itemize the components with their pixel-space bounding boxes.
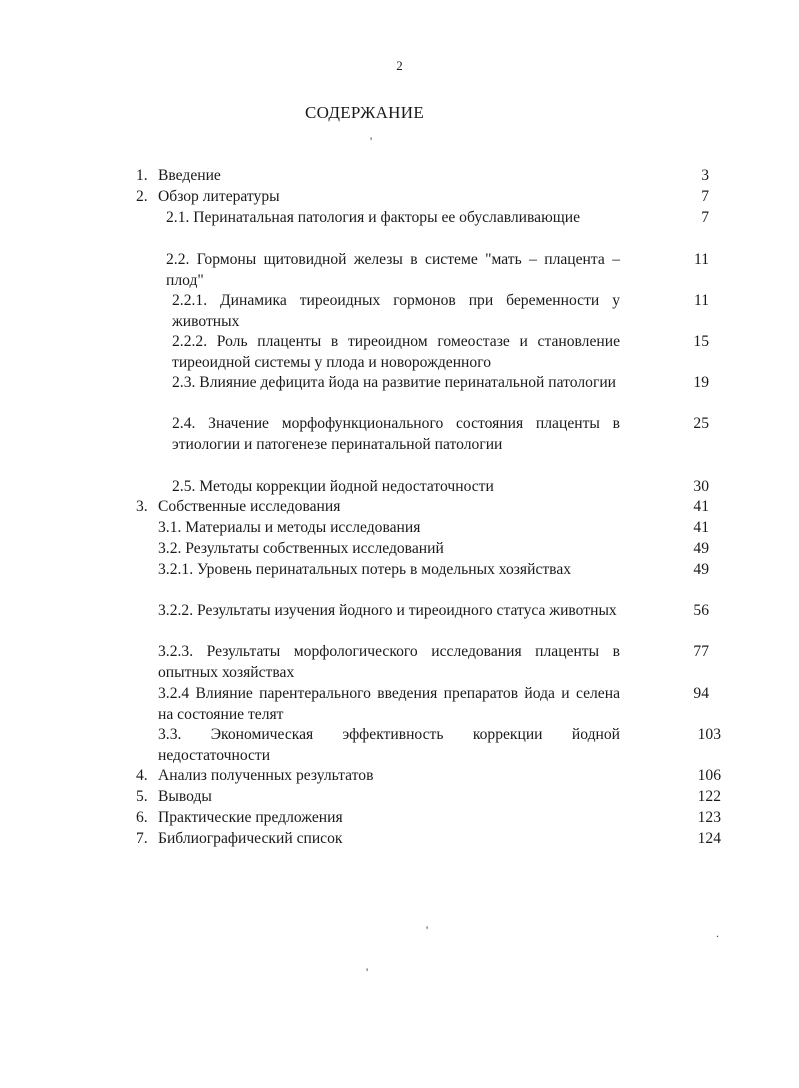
toc-entry-title: 3.1. Материалы и методы исследования: [158, 519, 421, 536]
toc-entry-title: 2.2.2. Роль плаценты в тиреоидном гомеостазе и становление тиреоидной системы у плода и новорожденного: [172, 333, 620, 371]
toc-entry-number: 1.: [136, 167, 148, 184]
toc-entry-number: 6.: [136, 809, 148, 826]
scan-speck: .: [716, 926, 719, 940]
toc-entry-title: 2.2. Гормоны щитовидной железы в системе "мать – плацента – плод": [166, 251, 620, 289]
toc-entry-page: 94: [693, 685, 709, 702]
toc-title: СОДЕРЖАНИЕ: [304, 103, 425, 122]
toc-entry-title: 2.3. Влияние дефицита йода на развитие перинатальной патологии: [172, 374, 617, 391]
toc-entry-title: 3.2.3. Результаты морфологического исследования плаценты в опытных хозяйствах: [158, 643, 620, 681]
toc-entry-title: Собственные исследования: [158, 498, 341, 515]
toc-entry-page: 41: [693, 498, 709, 515]
toc-entry-page: 106: [697, 767, 721, 784]
toc-entry-title: 2.5. Методы коррекции йодной недостаточности: [172, 478, 494, 495]
toc-entry-page: 103: [697, 726, 721, 743]
toc-entry-number: 7.: [136, 830, 148, 847]
toc-entry-title: 3.3. Экономическая эффективность коррекции йодной недостаточности: [158, 726, 620, 764]
toc-entry-page: 11: [693, 292, 709, 309]
toc-entry-page: 7: [701, 209, 709, 226]
scan-speck: ': [370, 134, 373, 148]
toc-entry-page: 3: [701, 167, 709, 184]
toc-entry-page: 56: [693, 602, 709, 619]
scan-speck: ': [366, 965, 369, 979]
toc-entry-page: 25: [693, 415, 709, 432]
scan-speck: ': [426, 923, 429, 937]
toc-entry-page: 11: [693, 251, 709, 268]
toc-entry-number: 3.: [136, 498, 148, 515]
toc-entry-number: 5.: [136, 788, 148, 805]
toc-entry-page: 49: [693, 540, 709, 557]
toc-entry-page: 123: [697, 809, 721, 826]
toc-entry-title: Выводы: [158, 788, 212, 805]
toc-entry-title: 2.2.1. Динамика тиреоидных гормонов при беременности у животных: [172, 292, 620, 330]
toc-entry-title: 2.1. Перинатальная патология и факторы ее обуславливающие: [166, 209, 581, 226]
toc-entry-title: Обзор литературы: [158, 188, 280, 205]
toc-entry-title: 3.2.2. Результаты изучения йодного и тиреоидного статуса животных: [158, 602, 617, 619]
toc-entry-number: 4.: [136, 767, 148, 784]
toc-entry-title: 3.2.1. Уровень перинатальных потерь в модельных хозяйствах: [158, 561, 572, 578]
toc-entry-page: 77: [693, 643, 709, 660]
toc-entry-page: 49: [693, 561, 709, 578]
toc-entry-page: 15: [693, 333, 709, 350]
toc-entry-title: 2.4. Значение морфофункционального состояния плаценты в этиологии и патогенезе перинатальной патологии: [172, 415, 620, 453]
toc-entry-page: 122: [697, 788, 721, 805]
toc-entry-title: 3.2. Результаты собственных исследований: [158, 540, 444, 557]
toc-entry-page: 19: [693, 374, 709, 391]
toc-entry-title: Библиографический список: [158, 830, 343, 847]
toc-entry-title: Анализ полученных результатов: [158, 767, 374, 784]
toc-entry-title: 3.2.4 Влияние парентерального введения препаратов йода и селена на состояние телят: [158, 685, 620, 723]
toc-entry-title: Практические предложения: [158, 809, 343, 826]
toc-entry-title: Введение: [158, 167, 221, 184]
toc-entry-page: 41: [693, 519, 709, 536]
toc-entry-number: 2.: [136, 188, 148, 205]
toc-entry-page: 124: [697, 830, 721, 847]
toc-entry-page: 30: [693, 478, 709, 495]
page-number: 2: [396, 58, 403, 73]
toc-entry-page: 7: [701, 188, 709, 205]
